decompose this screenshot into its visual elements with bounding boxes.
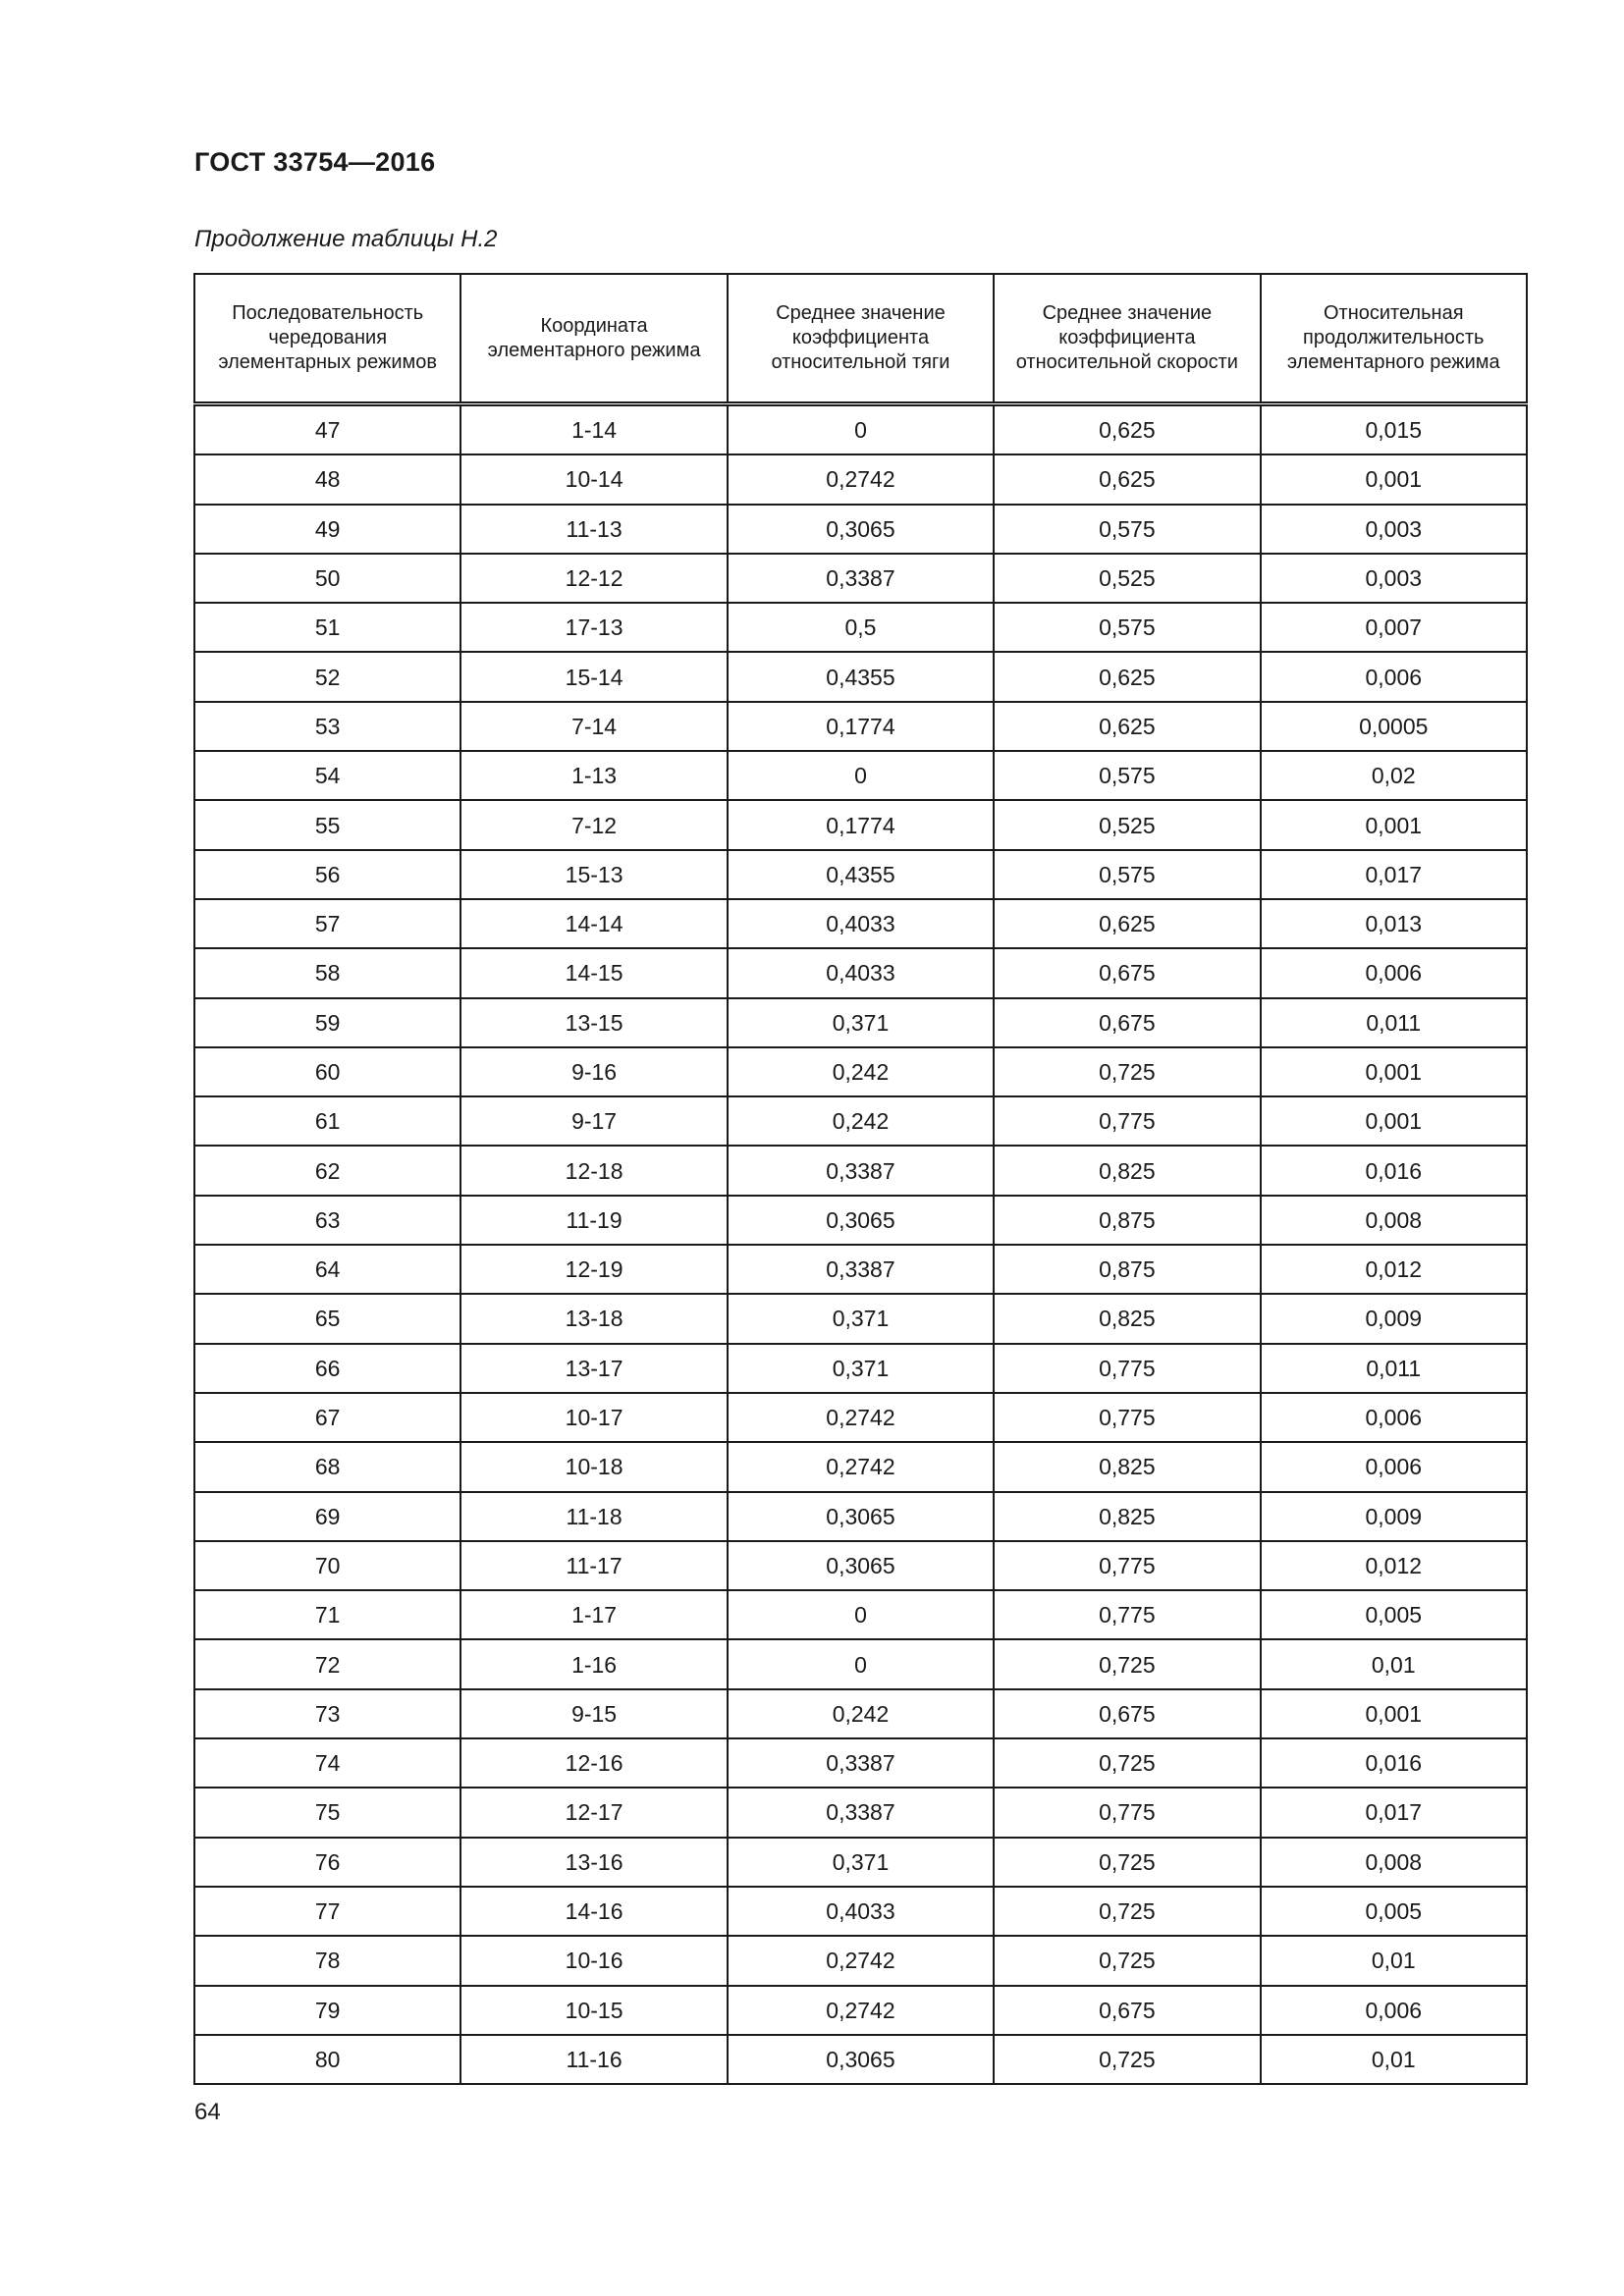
cell-duration: 0,013 bbox=[1261, 899, 1527, 948]
cell-duration: 0,007 bbox=[1261, 603, 1527, 652]
cell-thrust: 0,2742 bbox=[728, 1986, 994, 2035]
cell-sequence: 75 bbox=[194, 1788, 460, 1837]
cell-sequence: 78 bbox=[194, 1936, 460, 1985]
cell-coordinate: 1-14 bbox=[460, 404, 727, 455]
cell-thrust: 0,3387 bbox=[728, 1788, 994, 1837]
cell-sequence: 64 bbox=[194, 1245, 460, 1294]
cell-duration: 0,003 bbox=[1261, 505, 1527, 554]
cell-duration: 0,001 bbox=[1261, 454, 1527, 504]
table-header bbox=[194, 274, 1527, 404]
cell-thrust: 0,2742 bbox=[728, 1936, 994, 1985]
cell-coordinate: 10-17 bbox=[460, 1393, 727, 1442]
cell-thrust: 0,371 bbox=[728, 1838, 994, 1887]
cell-coordinate: 11-16 bbox=[460, 2035, 727, 2084]
table-row bbox=[194, 850, 1527, 899]
cell-thrust: 0,371 bbox=[728, 1344, 994, 1393]
cell-coordinate: 14-14 bbox=[460, 899, 727, 948]
cell-duration: 0,001 bbox=[1261, 1047, 1527, 1096]
cell-speed: 0,725 bbox=[994, 1738, 1260, 1788]
cell-coordinate: 15-14 bbox=[460, 652, 727, 701]
cell-speed: 0,675 bbox=[994, 1986, 1260, 2035]
table-row bbox=[194, 1096, 1527, 1146]
table-row bbox=[194, 1689, 1527, 1738]
cell-sequence: 52 bbox=[194, 652, 460, 701]
column-header-duration: Относительная продолжительность элементарного режима bbox=[1261, 274, 1527, 404]
cell-sequence: 66 bbox=[194, 1344, 460, 1393]
table-row bbox=[194, 1936, 1527, 1985]
cell-sequence: 47 bbox=[194, 404, 460, 455]
cell-sequence: 73 bbox=[194, 1689, 460, 1738]
cell-duration: 0,017 bbox=[1261, 1788, 1527, 1837]
cell-sequence: 72 bbox=[194, 1639, 460, 1688]
cell-coordinate: 7-14 bbox=[460, 702, 727, 751]
cell-speed: 0,725 bbox=[994, 1887, 1260, 1936]
cell-speed: 0,775 bbox=[994, 1541, 1260, 1590]
cell-speed: 0,625 bbox=[994, 899, 1260, 948]
cell-thrust: 0,3387 bbox=[728, 1146, 994, 1195]
cell-speed: 0,725 bbox=[994, 1047, 1260, 1096]
cell-coordinate: 14-15 bbox=[460, 948, 727, 997]
cell-duration: 0,006 bbox=[1261, 1986, 1527, 2035]
cell-duration: 0,01 bbox=[1261, 1639, 1527, 1688]
table-row bbox=[194, 2035, 1527, 2084]
cell-sequence: 50 bbox=[194, 554, 460, 603]
cell-speed: 0,825 bbox=[994, 1294, 1260, 1343]
cell-coordinate: 10-14 bbox=[460, 454, 727, 504]
cell-duration: 0,001 bbox=[1261, 1689, 1527, 1738]
cell-speed: 0,625 bbox=[994, 702, 1260, 751]
table-body bbox=[194, 404, 1527, 2085]
cell-coordinate: 13-17 bbox=[460, 1344, 727, 1393]
cell-sequence: 54 bbox=[194, 751, 460, 800]
cell-sequence: 55 bbox=[194, 800, 460, 849]
table-row bbox=[194, 1393, 1527, 1442]
cell-speed: 0,825 bbox=[994, 1492, 1260, 1541]
table-row bbox=[194, 1541, 1527, 1590]
cell-coordinate: 10-16 bbox=[460, 1936, 727, 1985]
table-row bbox=[194, 1738, 1527, 1788]
table-row bbox=[194, 652, 1527, 701]
cell-sequence: 77 bbox=[194, 1887, 460, 1936]
cell-thrust: 0,3387 bbox=[728, 1245, 994, 1294]
cell-duration: 0,003 bbox=[1261, 554, 1527, 603]
cell-speed: 0,575 bbox=[994, 751, 1260, 800]
cell-coordinate: 9-15 bbox=[460, 1689, 727, 1738]
cell-thrust: 0,242 bbox=[728, 1096, 994, 1146]
cell-thrust: 0 bbox=[728, 404, 994, 455]
column-header-coordinate: Координата элементарного режима bbox=[460, 274, 727, 404]
cell-coordinate: 9-16 bbox=[460, 1047, 727, 1096]
cell-duration: 0,012 bbox=[1261, 1245, 1527, 1294]
table-row bbox=[194, 505, 1527, 554]
cell-sequence: 79 bbox=[194, 1986, 460, 2035]
table-row bbox=[194, 1196, 1527, 1245]
cell-speed: 0,775 bbox=[994, 1344, 1260, 1393]
cell-speed: 0,525 bbox=[994, 800, 1260, 849]
cell-duration: 0,006 bbox=[1261, 948, 1527, 997]
cell-thrust: 0,3065 bbox=[728, 505, 994, 554]
table-row bbox=[194, 554, 1527, 603]
cell-coordinate: 12-16 bbox=[460, 1738, 727, 1788]
cell-sequence: 57 bbox=[194, 899, 460, 948]
cell-duration: 0,017 bbox=[1261, 850, 1527, 899]
cell-thrust: 0,4033 bbox=[728, 948, 994, 997]
cell-thrust: 0,3065 bbox=[728, 1541, 994, 1590]
cell-duration: 0,008 bbox=[1261, 1196, 1527, 1245]
cell-coordinate: 11-17 bbox=[460, 1541, 727, 1590]
cell-duration: 0,0005 bbox=[1261, 702, 1527, 751]
cell-speed: 0,575 bbox=[994, 603, 1260, 652]
cell-duration: 0,005 bbox=[1261, 1590, 1527, 1639]
cell-coordinate: 1-13 bbox=[460, 751, 727, 800]
cell-duration: 0,009 bbox=[1261, 1492, 1527, 1541]
cell-coordinate: 1-16 bbox=[460, 1639, 727, 1688]
cell-sequence: 53 bbox=[194, 702, 460, 751]
cell-speed: 0,725 bbox=[994, 1936, 1260, 1985]
table-row bbox=[194, 899, 1527, 948]
table-row bbox=[194, 1887, 1527, 1936]
table-row bbox=[194, 1146, 1527, 1195]
header-row bbox=[194, 274, 1527, 404]
cell-thrust: 0,371 bbox=[728, 1294, 994, 1343]
cell-coordinate: 11-19 bbox=[460, 1196, 727, 1245]
table-row bbox=[194, 454, 1527, 504]
cell-thrust: 0,4355 bbox=[728, 850, 994, 899]
column-header-speed: Среднее значение коэффициента относительной скорости bbox=[994, 274, 1260, 404]
cell-speed: 0,825 bbox=[994, 1442, 1260, 1491]
cell-coordinate: 13-18 bbox=[460, 1294, 727, 1343]
cell-speed: 0,725 bbox=[994, 1639, 1260, 1688]
cell-thrust: 0,4355 bbox=[728, 652, 994, 701]
cell-sequence: 65 bbox=[194, 1294, 460, 1343]
cell-speed: 0,775 bbox=[994, 1590, 1260, 1639]
cell-duration: 0,001 bbox=[1261, 800, 1527, 849]
table-row bbox=[194, 1294, 1527, 1343]
cell-thrust: 0,4033 bbox=[728, 1887, 994, 1936]
cell-thrust: 0,242 bbox=[728, 1047, 994, 1096]
cell-sequence: 67 bbox=[194, 1393, 460, 1442]
table-row bbox=[194, 1590, 1527, 1639]
cell-duration: 0,012 bbox=[1261, 1541, 1527, 1590]
cell-sequence: 63 bbox=[194, 1196, 460, 1245]
cell-coordinate: 10-18 bbox=[460, 1442, 727, 1491]
cell-coordinate: 12-18 bbox=[460, 1146, 727, 1195]
page-number: 64 bbox=[194, 2099, 221, 2125]
cell-thrust: 0,1774 bbox=[728, 702, 994, 751]
cell-duration: 0,011 bbox=[1261, 998, 1527, 1047]
cell-sequence: 62 bbox=[194, 1146, 460, 1195]
cell-speed: 0,525 bbox=[994, 554, 1260, 603]
cell-duration: 0,011 bbox=[1261, 1344, 1527, 1393]
table-row bbox=[194, 1344, 1527, 1393]
cell-thrust: 0,2742 bbox=[728, 1393, 994, 1442]
cell-speed: 0,575 bbox=[994, 850, 1260, 899]
table-row bbox=[194, 404, 1527, 455]
cell-thrust: 0,2742 bbox=[728, 454, 994, 504]
table-row bbox=[194, 998, 1527, 1047]
cell-sequence: 80 bbox=[194, 2035, 460, 2084]
cell-speed: 0,625 bbox=[994, 404, 1260, 455]
cell-speed: 0,675 bbox=[994, 1689, 1260, 1738]
cell-duration: 0,016 bbox=[1261, 1738, 1527, 1788]
cell-duration: 0,01 bbox=[1261, 2035, 1527, 2084]
cell-coordinate: 7-12 bbox=[460, 800, 727, 849]
table-row bbox=[194, 1838, 1527, 1887]
cell-duration: 0,006 bbox=[1261, 1393, 1527, 1442]
cell-coordinate: 11-18 bbox=[460, 1492, 727, 1541]
cell-coordinate: 10-15 bbox=[460, 1986, 727, 2035]
cell-coordinate: 12-17 bbox=[460, 1788, 727, 1837]
cell-coordinate: 12-19 bbox=[460, 1245, 727, 1294]
cell-speed: 0,575 bbox=[994, 505, 1260, 554]
column-header-thrust: Среднее значение коэффициента относительной тяги bbox=[728, 274, 994, 404]
cell-speed: 0,675 bbox=[994, 998, 1260, 1047]
cell-speed: 0,725 bbox=[994, 2035, 1260, 2084]
cell-sequence: 74 bbox=[194, 1738, 460, 1788]
cell-thrust: 0,3065 bbox=[728, 1196, 994, 1245]
table-row bbox=[194, 751, 1527, 800]
cell-speed: 0,775 bbox=[994, 1393, 1260, 1442]
table-row bbox=[194, 1047, 1527, 1096]
cell-coordinate: 9-17 bbox=[460, 1096, 727, 1146]
cell-coordinate: 13-16 bbox=[460, 1838, 727, 1887]
cell-thrust: 0,5 bbox=[728, 603, 994, 652]
cell-thrust: 0,3387 bbox=[728, 1738, 994, 1788]
cell-thrust: 0,371 bbox=[728, 998, 994, 1047]
column-header-sequence: Последовательность чередования элементарных режимов bbox=[194, 274, 460, 404]
table-row bbox=[194, 1788, 1527, 1837]
cell-coordinate: 17-13 bbox=[460, 603, 727, 652]
cell-sequence: 58 bbox=[194, 948, 460, 997]
cell-thrust: 0,2742 bbox=[728, 1442, 994, 1491]
cell-duration: 0,006 bbox=[1261, 652, 1527, 701]
cell-sequence: 71 bbox=[194, 1590, 460, 1639]
cell-sequence: 49 bbox=[194, 505, 460, 554]
cell-duration: 0,016 bbox=[1261, 1146, 1527, 1195]
cell-duration: 0,02 bbox=[1261, 751, 1527, 800]
cell-sequence: 51 bbox=[194, 603, 460, 652]
cell-speed: 0,625 bbox=[994, 652, 1260, 701]
cell-coordinate: 13-15 bbox=[460, 998, 727, 1047]
cell-duration: 0,009 bbox=[1261, 1294, 1527, 1343]
cell-sequence: 60 bbox=[194, 1047, 460, 1096]
cell-sequence: 76 bbox=[194, 1838, 460, 1887]
cell-thrust: 0,3065 bbox=[728, 2035, 994, 2084]
cell-duration: 0,008 bbox=[1261, 1838, 1527, 1887]
cell-speed: 0,775 bbox=[994, 1788, 1260, 1837]
cell-coordinate: 12-12 bbox=[460, 554, 727, 603]
cell-thrust: 0,242 bbox=[728, 1689, 994, 1738]
cell-duration: 0,01 bbox=[1261, 1936, 1527, 1985]
cell-sequence: 48 bbox=[194, 454, 460, 504]
cell-thrust: 0,4033 bbox=[728, 899, 994, 948]
cell-sequence: 68 bbox=[194, 1442, 460, 1491]
cell-coordinate: 1-17 bbox=[460, 1590, 727, 1639]
cell-duration: 0,015 bbox=[1261, 404, 1527, 455]
cell-coordinate: 14-16 bbox=[460, 1887, 727, 1936]
table-caption: Продолжение таблицы Н.2 bbox=[194, 226, 498, 252]
cell-duration: 0,001 bbox=[1261, 1096, 1527, 1146]
table-row bbox=[194, 800, 1527, 849]
cell-sequence: 69 bbox=[194, 1492, 460, 1541]
cell-speed: 0,875 bbox=[994, 1196, 1260, 1245]
data-table bbox=[193, 273, 1528, 2085]
cell-duration: 0,005 bbox=[1261, 1887, 1527, 1936]
cell-speed: 0,775 bbox=[994, 1096, 1260, 1146]
cell-speed: 0,725 bbox=[994, 1838, 1260, 1887]
cell-speed: 0,825 bbox=[994, 1146, 1260, 1195]
cell-thrust: 0 bbox=[728, 1639, 994, 1688]
table-row bbox=[194, 1442, 1527, 1491]
cell-sequence: 61 bbox=[194, 1096, 460, 1146]
cell-coordinate: 11-13 bbox=[460, 505, 727, 554]
table-row bbox=[194, 603, 1527, 652]
cell-duration: 0,006 bbox=[1261, 1442, 1527, 1491]
cell-speed: 0,875 bbox=[994, 1245, 1260, 1294]
cell-thrust: 0 bbox=[728, 751, 994, 800]
cell-speed: 0,625 bbox=[994, 454, 1260, 504]
cell-thrust: 0,3065 bbox=[728, 1492, 994, 1541]
cell-coordinate: 15-13 bbox=[460, 850, 727, 899]
cell-sequence: 70 bbox=[194, 1541, 460, 1590]
cell-sequence: 56 bbox=[194, 850, 460, 899]
table-row bbox=[194, 948, 1527, 997]
cell-thrust: 0,1774 bbox=[728, 800, 994, 849]
cell-thrust: 0,3387 bbox=[728, 554, 994, 603]
table-row bbox=[194, 1639, 1527, 1688]
table-row bbox=[194, 1492, 1527, 1541]
cell-thrust: 0 bbox=[728, 1590, 994, 1639]
table-row bbox=[194, 1245, 1527, 1294]
cell-speed: 0,675 bbox=[994, 948, 1260, 997]
document-code: ГОСТ 33754—2016 bbox=[194, 147, 436, 177]
table-row bbox=[194, 702, 1527, 751]
cell-sequence: 59 bbox=[194, 998, 460, 1047]
table-row bbox=[194, 1986, 1527, 2035]
